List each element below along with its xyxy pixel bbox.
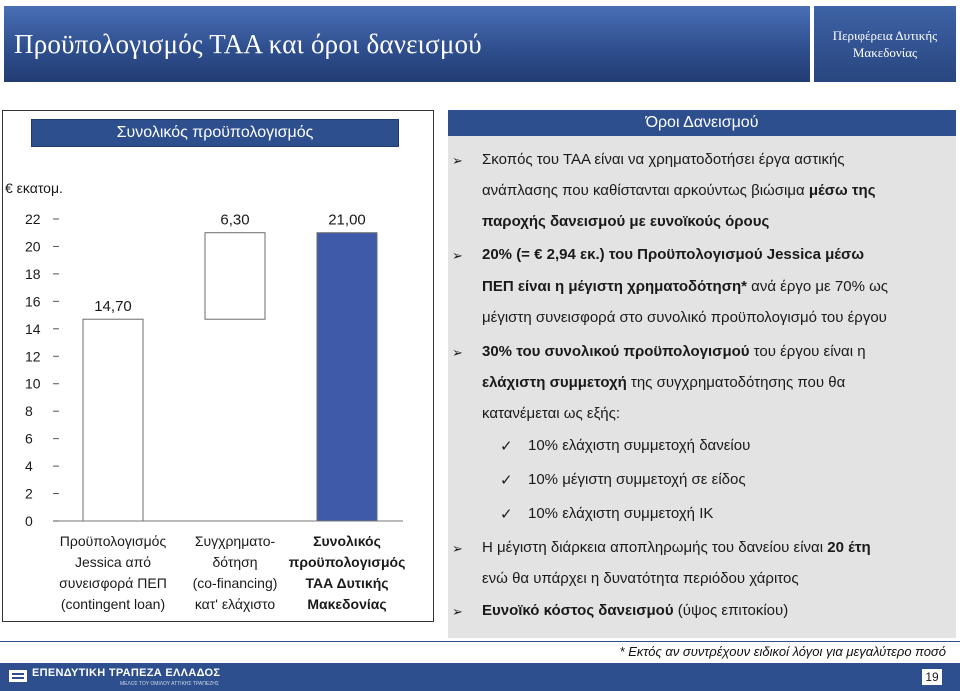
y-tick-label: 18 [25,265,41,282]
bank-logo-icon [8,668,28,684]
term-line: ΠΕΠ είναι η μέγιστη χρηματοδότηση* ανά έργο με 70% ως [482,278,889,295]
y-tick-label: 6 [25,430,33,447]
check-icon: ✓ [500,438,513,455]
arrow-bullet-icon: ➢ [452,153,463,168]
footer [0,663,960,691]
loan-terms-panel [448,110,956,638]
bar [317,233,377,521]
chart-title: Συνολικός προϋπολογισμός [31,119,399,147]
x-category-label: δότηση [212,554,258,570]
y-axis-label: € εκατομ. [5,180,63,196]
y-tick-label: 14 [25,320,41,337]
header [0,0,960,86]
loan-terms-title: Όροι Δανεισμού [448,110,956,136]
footnote: * Εκτός αν συντρέχουν ειδικοί λόγοι για μεγαλύτερο ποσό [619,644,946,659]
budget-waterfall-chart [3,111,433,621]
arrow-bullet-icon: ➢ [452,248,463,263]
term-sub-line: 10% ελάχιστη συμμετοχή ΙΚ [528,505,714,522]
y-tick-label: 12 [25,348,41,365]
bank-name: ΕΠΕΝΔΥΤΙΚΗ ΤΡΑΠΕΖΑ ΕΛΛΑΔΟΣ [32,667,221,679]
term-sub-line: 10% μέγιστη συμμετοχή σε είδος [528,471,746,488]
x-category-label: ΤΑΑ Δυτικής [305,575,389,591]
x-category-label: (contingent loan) [60,596,166,612]
budget-chart-panel [2,110,434,622]
x-category-label: κατ' ελάχιστο [194,596,276,612]
bar [205,233,265,319]
bar-value-label: 6,30 [220,211,250,229]
check-icon: ✓ [500,506,513,523]
arrow-bullet-icon: ➢ [452,604,463,619]
bar-value-label: 14,70 [94,298,132,316]
term-line: Ευνοϊκό κόστος δανεισμού (ύψος επιτοκίου) [482,602,789,619]
x-category-label: (co-financing) [192,575,278,591]
page-number: 19 [922,669,942,685]
y-tick-label: 0 [25,513,33,529]
term-line: ενώ θα υπάρχει η δυνατότητα περιόδου χάριτος [482,570,799,587]
x-category-label: Συνολικός [313,533,381,549]
bar [83,319,143,521]
term-line: 30% του συνολικού προϋπολογισμού του έργου είναι η [482,343,866,360]
term-line: παροχής δανεισμού με ευνοϊκούς όρους [482,213,770,230]
y-tick-label: 20 [25,238,41,255]
term-sub-line: 10% ελάχιστη συμμετοχή δανείου [528,437,751,454]
y-tick-label: 4 [25,458,33,475]
y-tick-label: 2 [25,485,33,502]
x-category-label: συνεισφορά ΠΕΠ [59,575,167,591]
x-category-label: Συγχρηματο- [194,533,276,549]
x-category-label: Jessica από [74,554,152,570]
term-line: Σκοπός του ΤΑΑ είναι να χρηματοδοτήσει έργα αστικής [482,151,845,168]
bank-subtitle: ΜΕΛΟΣ ΤΟΥ ΟΜΙΛΟΥ ΑΤΤΙΚΗΣ ΤΡΑΠΕΖΗΣ [120,681,219,687]
region-brand-line1: Περιφέρεια Δυτικής [832,28,938,43]
term-line: 20% (= € 2,94 εκ.) του Προϋπολογισμού Jessica μέσω [482,246,864,263]
check-icon: ✓ [500,472,513,489]
title-bar [4,6,810,82]
term-line: ελάχιστη συμμετοχή της συγχρηματοδότησης που θα [482,374,846,391]
page-title: Προϋπολογισμός ΤΑΑ και όροι δανεισμού [14,28,482,59]
x-category-label: Προϋπολογισμός [59,533,167,549]
term-line: Η μέγιστη διάρκεια αποπληρωμής του δανείου είναι 20 έτη [482,539,871,556]
x-category-label: προϋπολογισμός [288,554,406,570]
y-tick-label: 10 [25,375,41,392]
y-tick-label: 22 [25,211,41,227]
term-line: μέγιστη συνεισφορά στο συνολικό προϋπολογισμό του έργου [482,309,887,326]
term-line: ανάπλασης που καθίστανται αρκούντως βιώσιμα μέσω της [482,182,876,199]
x-category-label: Μακεδονίας [307,596,387,612]
y-tick-label: 8 [25,403,33,420]
region-brand [814,6,956,82]
arrow-bullet-icon: ➢ [452,541,463,556]
bar-value-label: 21,00 [328,211,366,229]
term-line: κατανέμεται ως εξής: [482,405,621,422]
y-tick-label: 16 [25,293,41,310]
region-brand-line2: Μακεδονίας [852,45,918,60]
arrow-bullet-icon: ➢ [452,345,463,360]
footer-divider [0,641,960,642]
